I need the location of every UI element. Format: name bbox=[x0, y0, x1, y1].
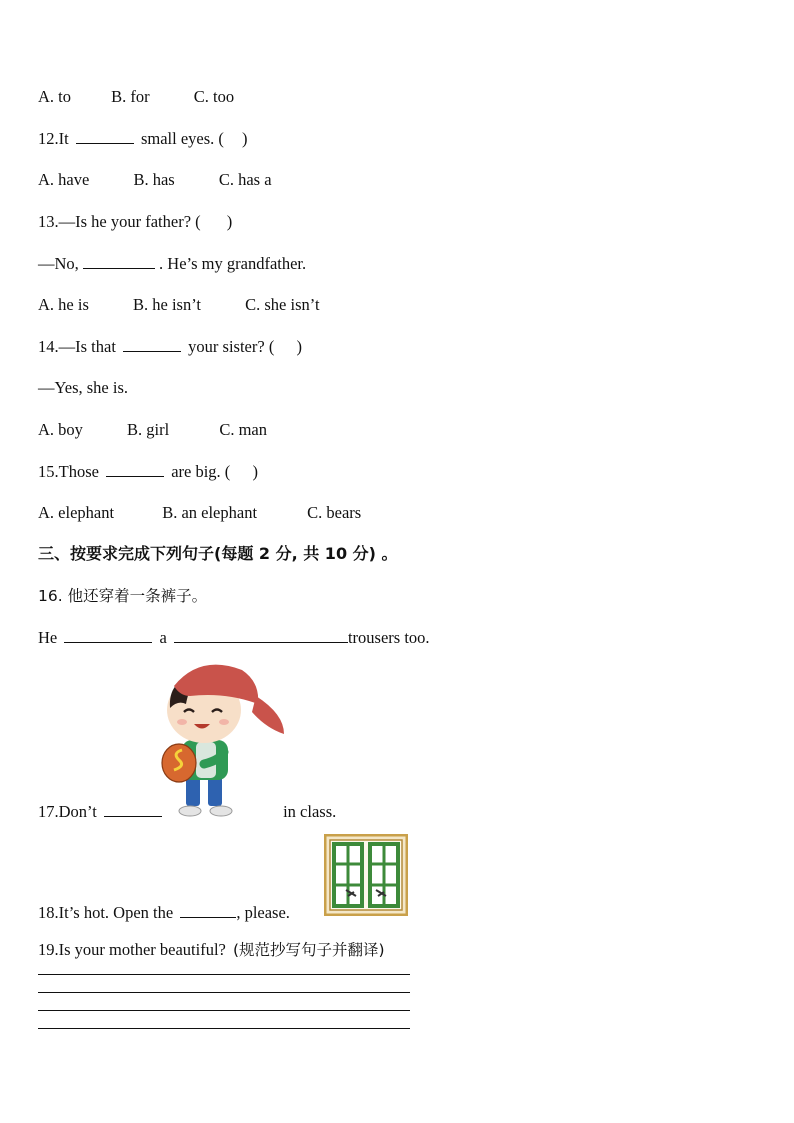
q14-option-a: A. boy bbox=[38, 420, 83, 439]
q16-end: trousers too. bbox=[347, 628, 430, 647]
q15-text-after: are big. ( bbox=[171, 462, 231, 481]
q13-option-a: A. he is bbox=[38, 295, 89, 314]
q14-paren-close: ) bbox=[296, 337, 302, 356]
q17-text-before: 17.Don’t bbox=[38, 802, 97, 821]
q13-answer bbox=[38, 254, 306, 274]
window-picture bbox=[324, 834, 408, 916]
q14-question bbox=[38, 337, 302, 357]
q16-prompt: 16. 他还穿着一条裤子。 bbox=[38, 587, 208, 605]
q16-blank-2[interactable] bbox=[174, 628, 348, 643]
q15-paren-close: ) bbox=[252, 462, 258, 481]
q19-sentence bbox=[38, 940, 385, 960]
boy-cheek-left bbox=[177, 719, 187, 725]
q19-text: 19.Is your mother beautiful? bbox=[38, 940, 226, 959]
q12-blank[interactable] bbox=[76, 129, 134, 144]
q16-he: He bbox=[38, 628, 58, 647]
q12-text-before: 12.It bbox=[38, 129, 69, 148]
q14-answer: —Yes, she is. bbox=[38, 378, 129, 397]
q12-option-b: B. has bbox=[133, 170, 175, 189]
q14-option-b: B. girl bbox=[127, 420, 170, 439]
q18-blank[interactable] bbox=[180, 903, 236, 918]
q13-text: 13.—Is he your father? ( bbox=[38, 212, 201, 231]
q19-writing-line-3[interactable] bbox=[38, 1010, 410, 1011]
q19-writing-line-4[interactable] bbox=[38, 1028, 410, 1029]
q19-note: (规范抄写句子并翻译) bbox=[233, 941, 385, 959]
q13-option-b: B. he isn’t bbox=[133, 295, 201, 314]
q11-options bbox=[38, 87, 234, 107]
q15-text-before: 15.Those bbox=[38, 462, 99, 481]
boy-cheek-right bbox=[219, 719, 229, 725]
q19-writing-line-1[interactable] bbox=[38, 974, 410, 975]
section-3-heading: 三、按要求完成下列句子(每题 2 分, 共 10 分) 。 bbox=[38, 544, 398, 563]
q12-option-c: C. has a bbox=[218, 170, 272, 189]
q13-question bbox=[38, 212, 232, 232]
q18-text-after: , please. bbox=[236, 903, 290, 922]
q14-text-after: your sister? ( bbox=[188, 337, 275, 356]
q11-option-b: B. for bbox=[111, 87, 150, 106]
q13-blank[interactable] bbox=[83, 254, 155, 269]
q17-blank[interactable] bbox=[104, 802, 162, 817]
q15-option-c: C. bears bbox=[307, 503, 362, 522]
q12-options bbox=[38, 170, 272, 190]
q16-blank-1[interactable] bbox=[64, 628, 152, 643]
boy-playing-ball-picture bbox=[160, 656, 290, 818]
q15-option-a: A. elephant bbox=[38, 503, 115, 522]
q14-options bbox=[38, 420, 267, 440]
q13-answer-after: . He’s my grandfather. bbox=[159, 254, 307, 273]
q12-paren-close: ) bbox=[242, 129, 248, 148]
q15-blank[interactable] bbox=[106, 462, 164, 477]
q17-text-after: in class. bbox=[283, 802, 337, 821]
q11-option-a: A. to bbox=[38, 87, 71, 106]
q14-option-c: C. man bbox=[219, 420, 268, 439]
q18-sentence bbox=[38, 903, 290, 923]
q14-text-before: 14.—Is that bbox=[38, 337, 116, 356]
q13-options bbox=[38, 295, 320, 315]
q16-sentence bbox=[38, 628, 430, 648]
q11-option-c: C. too bbox=[193, 87, 235, 106]
q15-question bbox=[38, 462, 258, 482]
q17-sentence bbox=[38, 802, 336, 822]
q13-answer-before: —No, bbox=[38, 254, 79, 273]
q12-text-after: small eyes. ( bbox=[140, 129, 224, 148]
q12-option-a: A. have bbox=[38, 170, 90, 189]
q15-options bbox=[38, 503, 361, 523]
q19-writing-line-2[interactable] bbox=[38, 992, 410, 993]
q14-blank[interactable] bbox=[123, 337, 181, 352]
boy-cap-brim bbox=[252, 696, 284, 734]
q15-option-b: B. an elephant bbox=[162, 503, 258, 522]
q18-text-before: 18.It’s hot. Open the bbox=[38, 903, 174, 922]
q12-question bbox=[38, 129, 248, 149]
q16-a: a bbox=[159, 628, 167, 647]
q13-option-c: C. she isn’t bbox=[245, 295, 320, 314]
q13-paren-close: ) bbox=[226, 212, 233, 231]
